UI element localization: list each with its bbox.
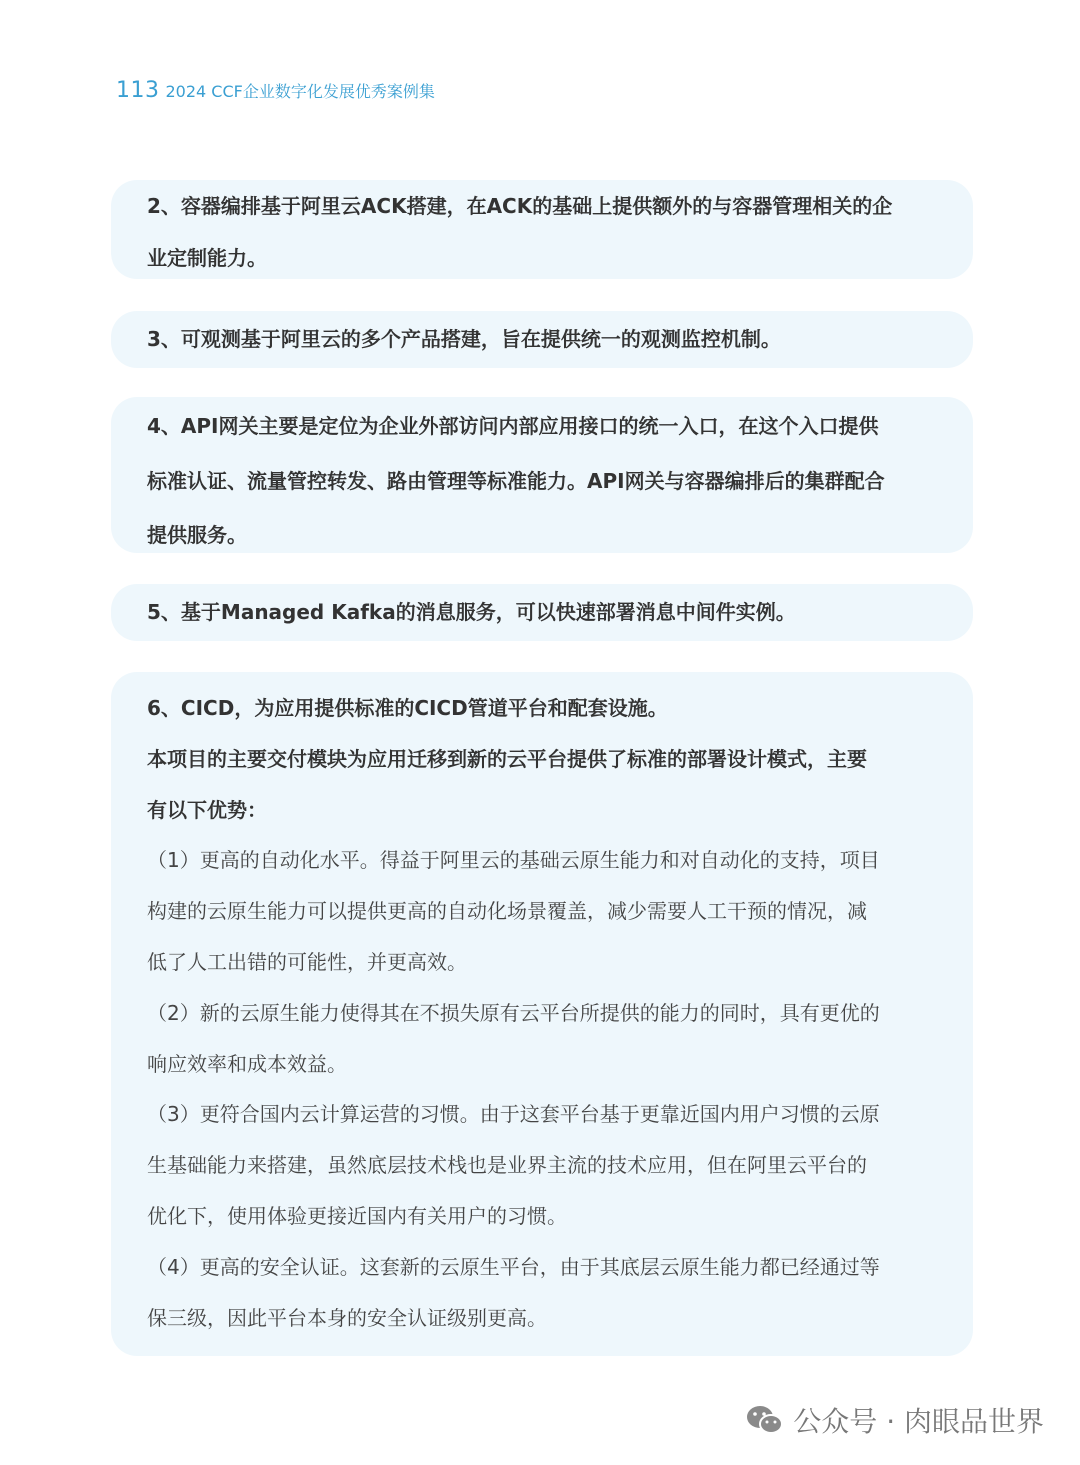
advantage-line: 低了人工出错的可能性，并更高效。 (147, 949, 467, 974)
advantage-line: （3）更符合国内云计算运营的习惯。由于这套平台基于更靠近国内用户习惯的云原 (147, 1102, 880, 1127)
card-line: 2、容器编排基于阿里云ACK搭建，在ACK的基础上提供额外的与容器管理相关的企 (147, 194, 893, 218)
advantage-line: （4）更高的安全认证。这套新的云原生平台，由于其底层云原生能力都已经通过等 (147, 1254, 880, 1279)
content-card-4 (111, 397, 973, 553)
content-card-6 (111, 672, 973, 1356)
advantage-line: 响应效率和成本效益。 (147, 1051, 347, 1076)
page-number: 113 (116, 78, 160, 103)
content-card-2 (111, 180, 973, 279)
publication-title: 2024 CCF企业数字化发展优秀案例集 (165, 82, 435, 101)
card-line: 6、CICD，为应用提供标准的CICD管道平台和配套设施。 (147, 696, 668, 720)
card-line: 本项目的主要交付模块为应用迁移到新的云平台提供了标准的部署设计模式，主要 (147, 746, 867, 771)
card-line: 有以下优势： (147, 797, 267, 822)
card-line: 标准认证、流量管控转发、路由管理等标准能力。API网关与容器编排后的集群配合 (147, 468, 885, 493)
card-line: 业定制能力。 (147, 245, 267, 270)
advantage-line: 优化下，使用体验更接近国内有关用户的习惯。 (147, 1203, 567, 1228)
advantage-line: （2）新的云原生能力使得其在不损失原有云平台所提供的能力的同时，具有更优的 (147, 1000, 880, 1025)
wechat-icon (745, 1404, 785, 1436)
card-line: 5、基于Managed Kafka的消息服务，可以快速部署消息中间件实例。 (147, 600, 796, 624)
advantage-line: 生基础能力来搭建，虽然底层技术栈也是业界主流的技术应用，但在阿里云平台的 (147, 1153, 867, 1178)
card-line: 3、可观测基于阿里云的多个产品搭建，旨在提供统一的观测监控机制。 (147, 327, 781, 351)
advantage-line: 保三级，因此平台本身的安全认证级别更高。 (147, 1305, 547, 1330)
page-header (116, 78, 435, 103)
card-line: 提供服务。 (147, 523, 247, 547)
watermark-text: 公众号 · 肉眼品世界 (793, 1405, 1044, 1438)
advantage-line: （1）更高的自动化水平。得益于阿里云的基础云原生能力和对自动化的支持，项目 (147, 848, 880, 873)
watermark (745, 1400, 1044, 1440)
card-line: 4、API网关主要是定位为企业外部访问内部应用接口的统一入口，在这个入口提供 (147, 414, 879, 438)
content-card-3 (111, 311, 973, 368)
advantage-line: 构建的云原生能力可以提供更高的自动化场景覆盖，减少需要人工干预的情况，减 (147, 899, 867, 924)
content-card-5 (111, 584, 973, 641)
